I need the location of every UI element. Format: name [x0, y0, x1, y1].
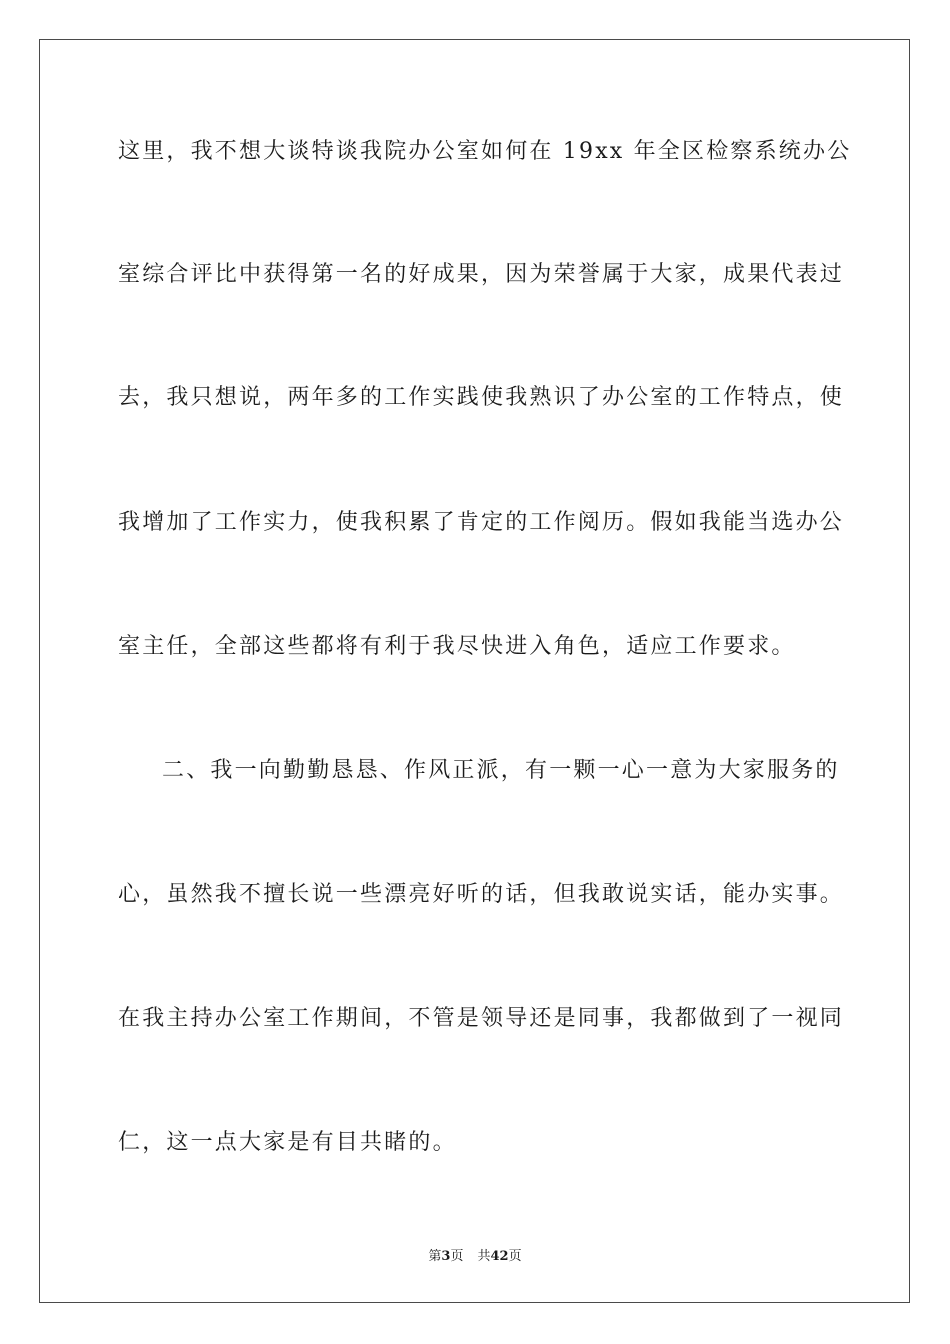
page-total-number: 42: [490, 1249, 509, 1264]
text-line-1: 这里，我不想大谈特谈我院办公室如何在 19xx 年全区检察系统办公: [118, 139, 852, 164]
page-current-number: 3: [441, 1249, 451, 1264]
text-line-8: 在我主持办公室工作期间，不管是领导还是同事，我都做到了一视同: [118, 1006, 845, 1031]
text-line-5: 室主任，全部这些都将有利于我尽快进入角色，适应工作要求。: [118, 634, 796, 659]
page-border: [39, 39, 910, 1303]
text-line-3: 去，我只想说，两年多的工作实践使我熟识了办公室的工作特点，使: [118, 385, 845, 410]
text-line-2: 室综合评比中获得第一名的好成果，因为荣誉属于大家，成果代表过: [118, 262, 845, 287]
total-unit: 页: [508, 1249, 522, 1264]
text-line-7: 心，虽然我不擅长说一些漂亮好听的话，但我敢说实话，能办实事。: [118, 882, 845, 907]
total-prefix: 共: [477, 1249, 491, 1264]
text-line-9: 仁，这一点大家是有目共睹的。: [118, 1130, 457, 1155]
page-footer: [0, 1248, 950, 1266]
page-unit: 页: [450, 1249, 464, 1264]
page-prefix: 第: [428, 1249, 442, 1264]
text-line-4: 我增加了工作实力，使我积累了肯定的工作阅历。假如我能当选办公: [118, 510, 845, 535]
text-line-6: 二、我一向勤勤恳恳、作风正派，有一颗一心一意为大家服务的: [162, 758, 840, 783]
